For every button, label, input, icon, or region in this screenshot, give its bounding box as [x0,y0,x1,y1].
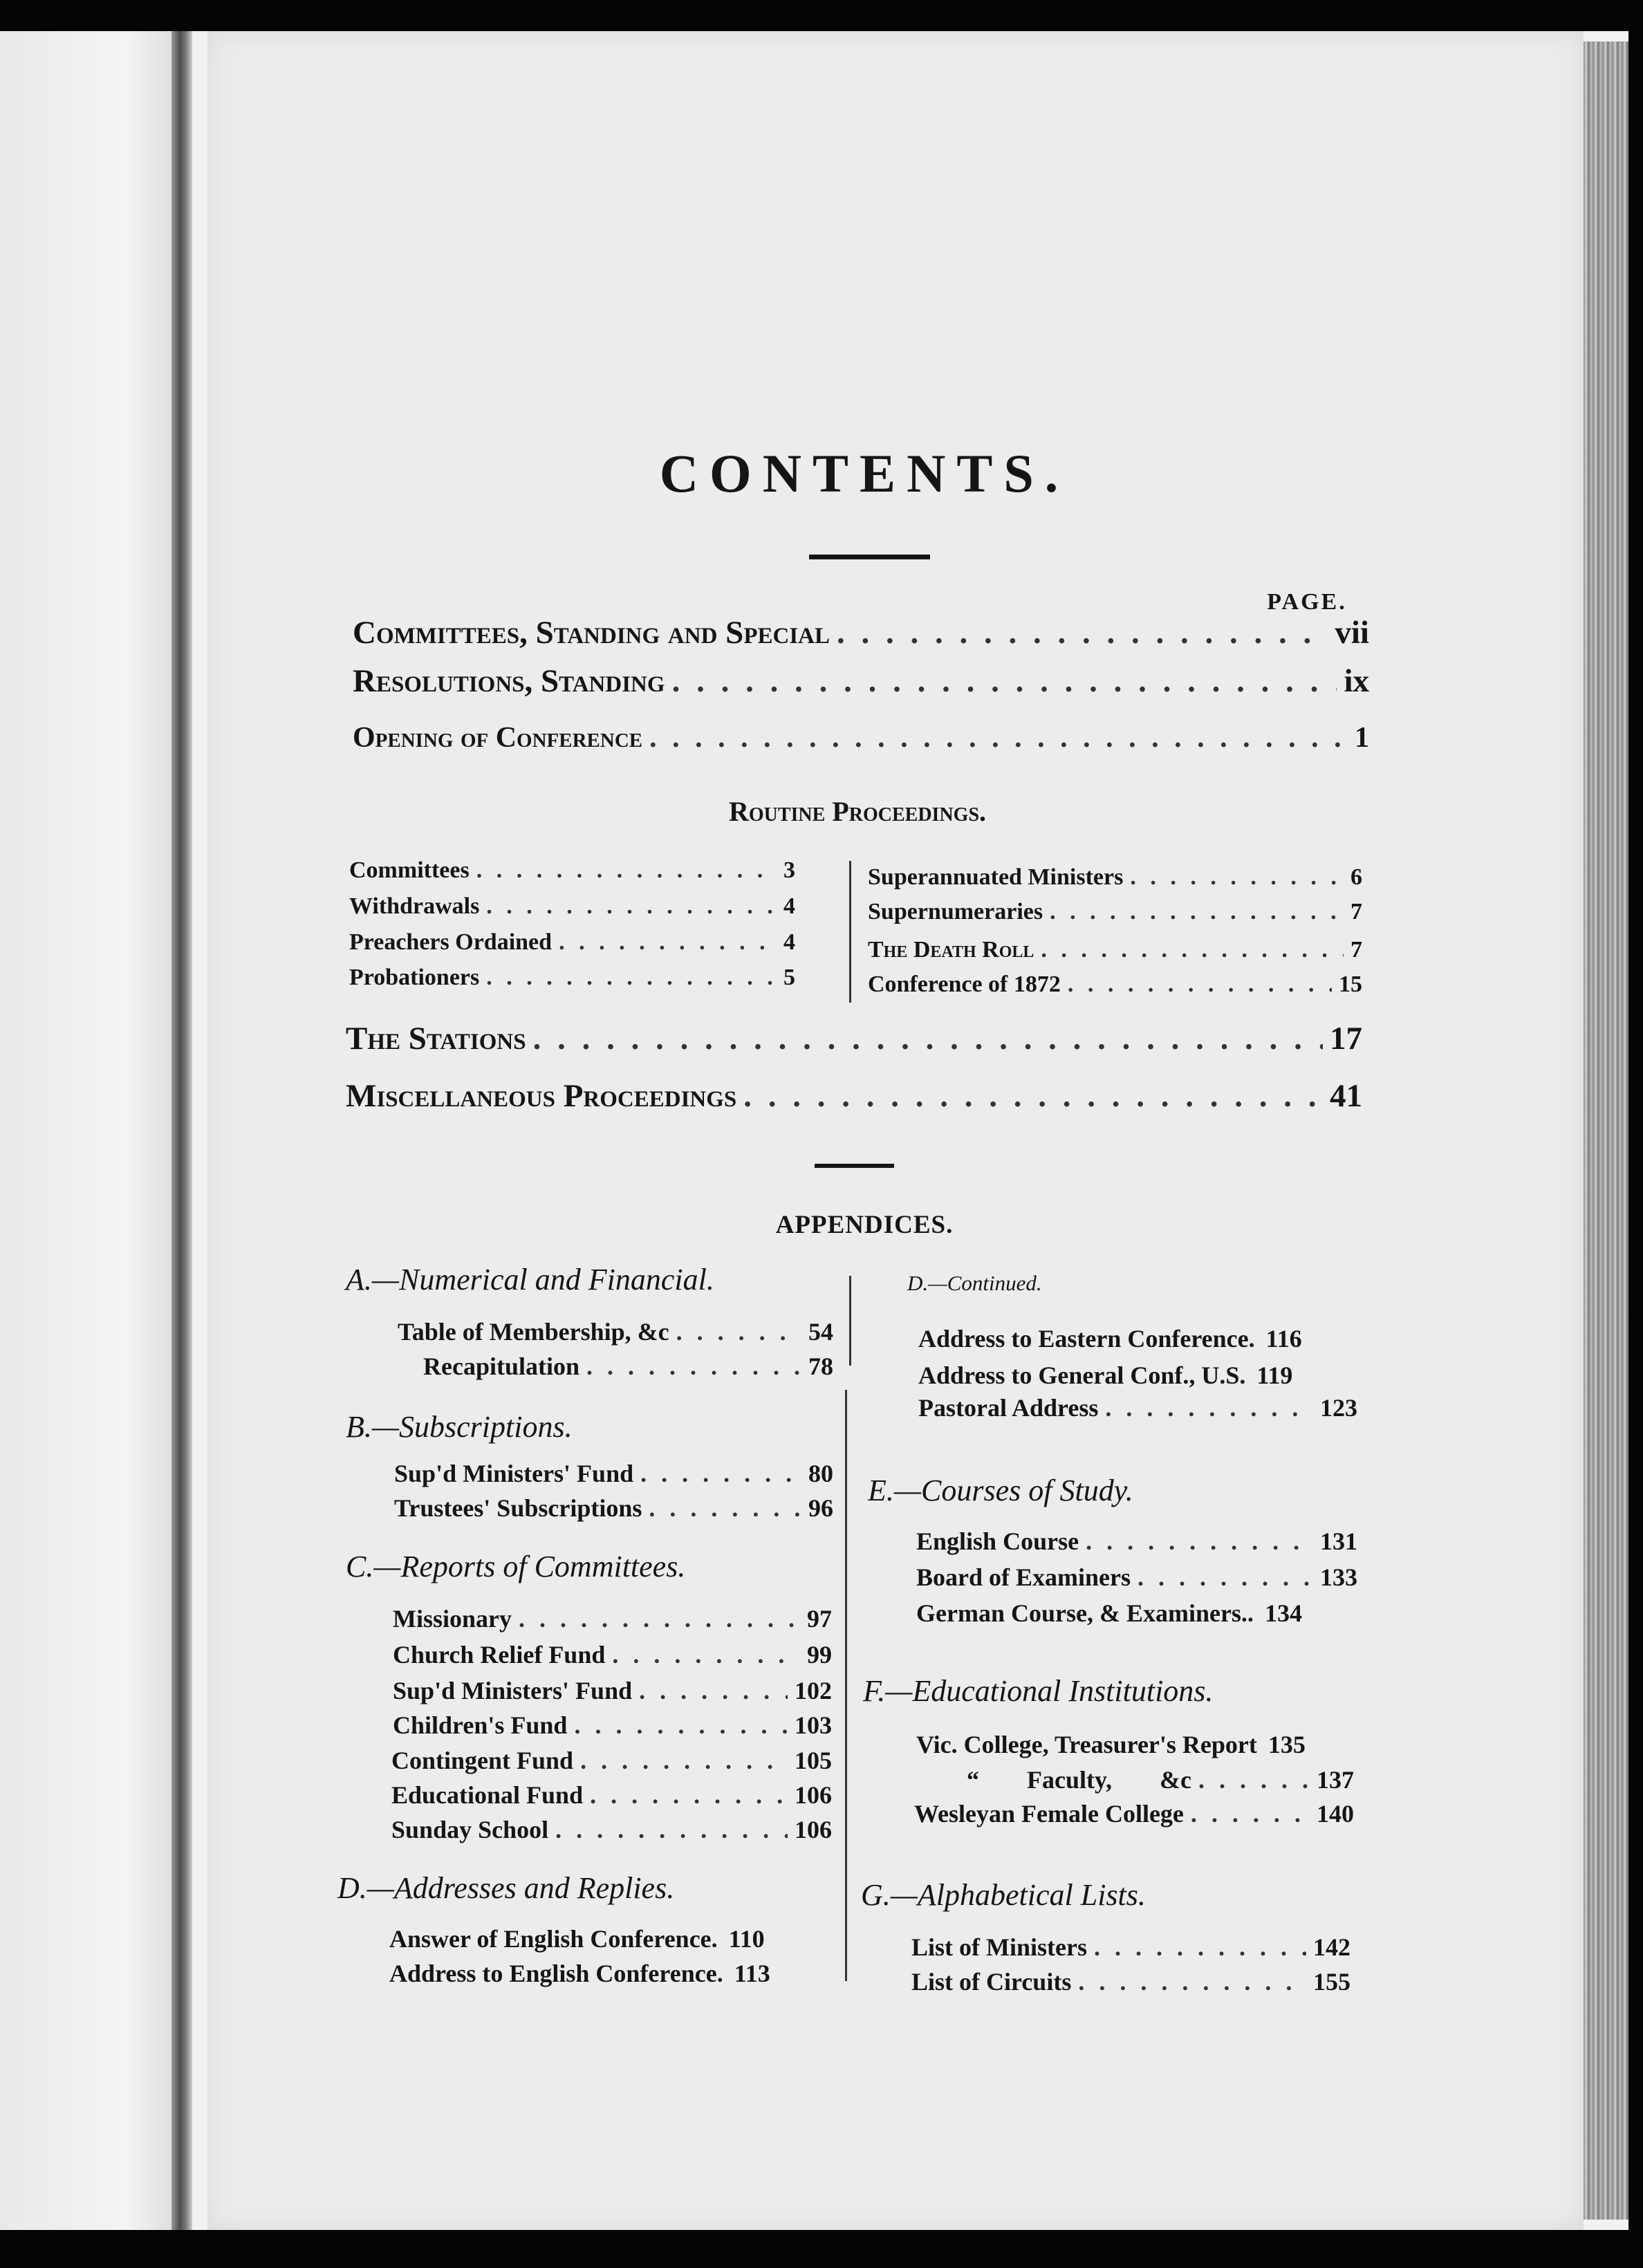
appendix-item-label: Recapitulation [423,1353,580,1380]
toc-entry-label: Opening of Conference [353,722,643,754]
routine-item-page: 3 [783,857,795,883]
leader-dots [1130,864,1344,891]
appendix-item-label: Sup'd Ministers' Fund [393,1677,633,1704]
appendix-item [967,1765,1354,1794]
appendix-item [918,1393,1357,1422]
routine-item-page: 5 [783,965,795,990]
leader-dots [1138,1563,1313,1592]
toc-entry-label: The Stations [346,1021,526,1057]
appendix-item-label: Church Relief Fund [393,1641,606,1669]
appendix-item-label: List of Ministers [911,1933,1087,1961]
appendix-item [398,1317,833,1346]
appendix-item-page: 155 [1313,1968,1350,1996]
appendix-item-page: 102 [795,1677,832,1704]
routine-item-label: Preachers Ordained [349,929,553,955]
scan-border-bottom [0,2230,1643,2268]
appendix-f-title: F.—Educational Institutions. [863,1674,1214,1708]
leader-dots [1078,1967,1306,1996]
appendix-item-label: Pastoral Address [918,1394,1099,1422]
appendix-item-label: Address to English Conference. [389,1960,723,1987]
leader-dots [672,662,1337,700]
appendix-item [393,1711,832,1740]
appendix-g-title: G.—Alphabetical Lists. [861,1878,1146,1912]
appendix-d-continued-title: D.—Continued. [907,1271,1042,1295]
appendix-d-title: D.—Addresses and Replies. [337,1871,675,1905]
leader-dots [586,1352,801,1381]
leader-dots [580,1746,788,1775]
appendix-item-label: Address to Eastern Conference. [918,1325,1255,1353]
appendix-item [389,1959,832,1988]
book-gutter [171,28,192,2240]
appendix-item-label: English Course [916,1527,1079,1555]
appendix-item [423,1352,833,1381]
leader-dots [1041,937,1344,963]
appendix-item-label: Sunday School [391,1816,549,1843]
routine-heading: Routine Proceedings. [728,796,987,827]
appendix-item [391,1781,832,1810]
appendix-item-page: 142 [1313,1933,1350,1961]
appendix-item-page: 80 [808,1460,833,1487]
appendix-item [918,1361,1357,1390]
leader-dots [555,1815,788,1844]
appendix-item [391,1815,832,1844]
appendix-item-page: 54 [808,1318,833,1346]
leader-dots [1068,972,1332,998]
appendix-item [911,1967,1350,1996]
appendix-item-page: 140 [1317,1800,1354,1828]
appendix-item-label: Answer of English Conference. [389,1925,718,1953]
appendix-item-page: 123 [1320,1394,1357,1422]
appendix-item [916,1563,1357,1592]
appendix-item-label: Trustees' Subscriptions [394,1494,642,1522]
appendix-item-page: 105 [795,1747,832,1774]
leader-dots [486,893,777,920]
routine-item-page: 4 [783,893,795,919]
toc-entry-page: 17 [1330,1021,1362,1057]
toc-entry-label: Resolutions, Standing [353,663,665,699]
routine-item-page: 4 [783,929,795,955]
scan-border-right [1628,0,1643,2268]
routine-item-label: Withdrawals [349,893,480,919]
section-rule [815,1164,894,1168]
appendix-item-page: 134 [1264,1599,1302,1627]
appendix-item [916,1527,1357,1556]
routine-item [349,857,795,884]
leader-dots [1086,1527,1313,1556]
appendix-item-page: 110 [728,1925,765,1953]
appendix-e-title: E.—Courses of Study. [868,1474,1133,1507]
routine-item [868,937,1362,963]
toc-entry-opening [353,721,1369,754]
leader-dots [1191,1799,1310,1828]
routine-item-label: Probationers [349,965,480,990]
page-column-header: PAGE. [1267,589,1347,615]
leader-dots [476,857,777,884]
toc-entry-resolutions [353,662,1369,700]
routine-item-label: Supernumeraries [868,899,1043,924]
appendix-item-label: List of Circuits [911,1968,1072,1996]
appendix-item-page: 78 [808,1353,833,1380]
appendix-item-label: Address to General Conf., U.S. [918,1361,1246,1389]
toc-entry-label: Miscellaneous Proceedings [346,1078,737,1114]
toc-entry-page: vii [1335,615,1369,651]
leader-dots [612,1640,800,1669]
leader-dots [519,1604,800,1633]
appendix-item-label: Board of Examiners [916,1563,1131,1591]
routine-item-page: 15 [1339,972,1362,997]
appendix-item [914,1799,1354,1828]
title-rule [809,555,930,559]
appendix-item [389,1924,832,1953]
routine-item [349,893,795,920]
appendix-item [393,1640,832,1669]
appendix-item-page: 135 [1268,1731,1306,1758]
routine-item-label: Superannuated Ministers [868,864,1124,890]
routine-item [349,929,795,956]
toc-entry-page: 1 [1355,722,1369,754]
page-edges [1584,41,1632,2220]
toc-entry-page: 41 [1330,1078,1362,1114]
appendix-item-label: Missionary [393,1605,512,1633]
appendix-item-page: 97 [807,1605,832,1633]
appendix-b-title: B.—Subscriptions. [346,1410,573,1444]
toc-entry-stations [346,1020,1362,1057]
toc-entry-miscellaneous [346,1077,1362,1115]
appendix-item [391,1746,832,1775]
leader-dots [639,1676,788,1705]
toc-entry-label: Committees, Standing and Special [353,615,830,651]
appendix-item [911,1933,1350,1962]
toc-entry-page: ix [1344,663,1369,699]
leader-dots [1050,899,1344,925]
leader-dots [649,1494,801,1523]
appendix-item-page: 103 [795,1711,832,1739]
leader-dots [837,614,1328,651]
appendix-item-label: Wesleyan Female College [914,1800,1184,1828]
appendix-item [393,1604,832,1633]
routine-item-label: Conference of 1872 [868,972,1061,997]
appendix-item [393,1676,832,1705]
routine-item [868,864,1362,891]
scan-border-top [0,0,1643,31]
appendix-item-label: Children's Fund [393,1711,568,1739]
leader-dots [640,1459,801,1488]
facing-page [0,0,180,2268]
appendix-a-title: A.—Numerical and Financial. [346,1263,714,1296]
appendices-heading: APPENDICES. [775,1211,954,1239]
appendix-item-label: Educational Fund [391,1781,584,1809]
appendix-item-label: Contingent Fund [391,1747,574,1774]
leader-dots [486,965,777,991]
routine-item [868,899,1362,925]
leader-dots [559,929,777,956]
routine-item [349,965,795,991]
leader-dots [1105,1393,1313,1422]
appendix-item-page: 119 [1256,1361,1293,1389]
appendix-item-page: 133 [1320,1563,1357,1591]
appendix-item-label: Table of Membership, &c [398,1318,669,1346]
appendix-item-page: 96 [808,1494,833,1522]
appendix-item-page: 131 [1320,1527,1357,1555]
appendix-item-page: 99 [807,1641,832,1669]
routine-item-page: 7 [1350,899,1362,924]
appendix-item [394,1459,833,1488]
appendix-item-page: 113 [734,1960,770,1987]
leader-dots [574,1711,788,1740]
appendix-item-page: 106 [795,1816,832,1843]
appendix-item-label: “ Faculty, &c [967,1766,1191,1794]
routine-column-divider [849,861,851,1003]
appendix-item-label: German Course, & Examiners.. [916,1599,1254,1627]
routine-item-label: The Death Roll [868,937,1034,963]
routine-item-page: 6 [1350,864,1362,890]
page-title: CONTENTS. [659,443,1070,503]
appendix-item-page: 116 [1265,1325,1302,1353]
routine-item-page: 7 [1350,937,1362,963]
routine-item [868,972,1362,998]
leader-dots [676,1317,801,1346]
appendix-item-page: 106 [795,1781,832,1809]
leader-dots [1198,1765,1310,1794]
appendix-item-label: Vic. College, Treasurer's Report [916,1731,1257,1758]
appendix-item [916,1599,1357,1628]
appendix-item-page: 137 [1317,1766,1354,1794]
toc-entry-committees [353,614,1369,651]
appendix-item [394,1494,833,1523]
leader-dots [590,1781,788,1810]
appendix-item [916,1730,1354,1759]
appendix-column-divider-upper [849,1276,851,1366]
routine-item-label: Committees [349,857,470,883]
appendix-c-title: C.—Reports of Committees. [346,1550,686,1583]
leader-dots [743,1077,1323,1115]
leader-dots [1094,1933,1306,1962]
appendix-item-label: Sup'd Ministers' Fund [394,1460,634,1487]
leader-dots [649,721,1348,754]
leader-dots [533,1020,1323,1057]
appendix-column-divider-lower [845,1390,847,1981]
appendix-item [918,1324,1357,1353]
